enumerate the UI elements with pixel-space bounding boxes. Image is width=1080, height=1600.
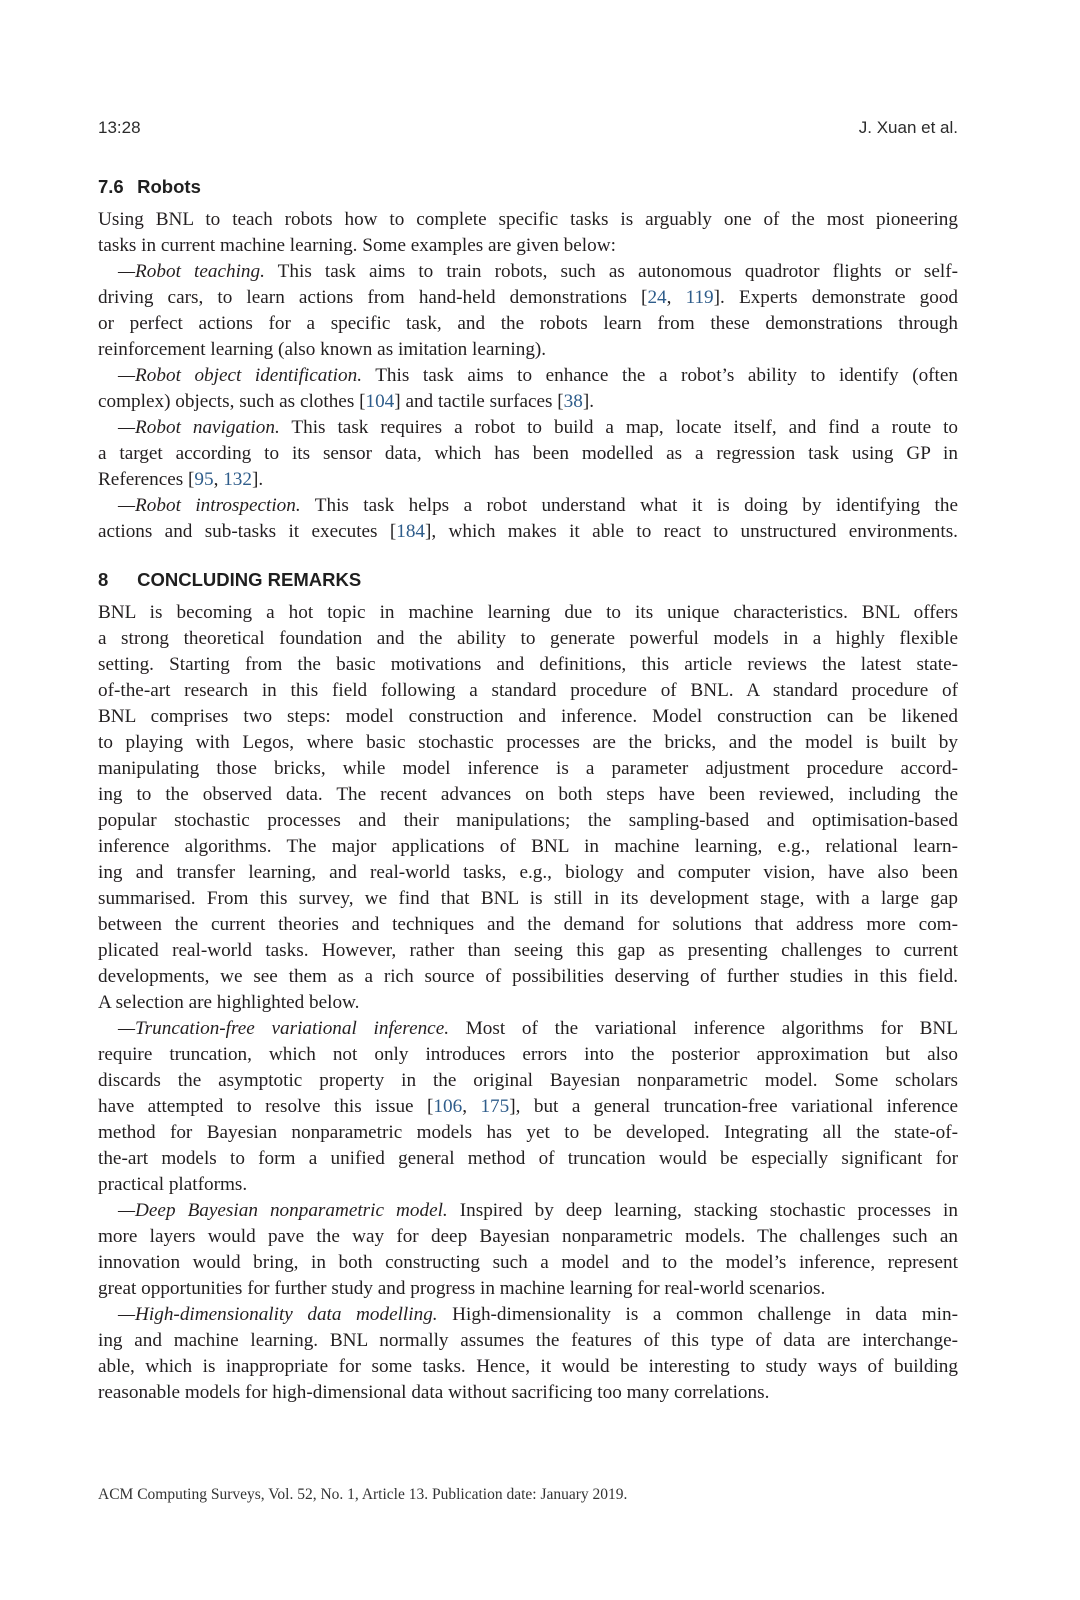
paragraph-line: ing and machine learning. BNL normally assumes the features of this type of data are interchange- <box>98 1330 958 1351</box>
citation-link[interactable]: 184 <box>396 521 426 542</box>
citation-link[interactable]: 175 <box>480 1096 510 1117</box>
paragraph-line: between the current theories and techniques and the demand for solutions that address more com- <box>98 914 958 935</box>
paragraph-line: reinforcement learning (also known as imitation learning). <box>98 339 547 360</box>
paragraph-line: more layers would pave the way for deep Bayesian nonparametric models. The challenges such an <box>98 1226 958 1247</box>
paragraph-line: setting. Starting from the basic motivations and definitions, this article reviews the latest state- <box>98 654 958 675</box>
citation-link[interactable]: 132 <box>223 469 252 490</box>
paragraph-line: tasks in current machine learning. Some examples are given below: <box>98 235 616 256</box>
section-heading-concluding-remarks <box>98 569 361 591</box>
paragraph-line: plicated real-world tasks. However, rather than seeing this gap as presenting challenges to current <box>98 940 958 961</box>
paragraph-line: complex) objects, such as clothes [104] and tactile surfaces [38]. <box>98 391 595 412</box>
section-concluding-body <box>98 600 958 1406</box>
item-term: —Truncation-free variational inference. <box>118 1018 450 1039</box>
item-term: —Robot teaching. <box>118 261 265 282</box>
paragraph-line: manipulating those bricks, while model inference is a parameter adjustment procedure accord- <box>98 758 958 779</box>
running-header <box>98 118 958 142</box>
list-item-deep-bayesian: —Deep Bayesian nonparametric model. Inspired by deep learning, stacking stochastic processes in <box>118 1200 958 1221</box>
citation-link[interactable]: 95 <box>194 469 214 490</box>
paragraph-line: innovation would bring, in both constructing such a model and to the model’s inference, represent <box>98 1252 958 1273</box>
paragraph-line: a target according to its sensor data, which has been modelled as a regression task using GP in <box>98 443 958 464</box>
paragraph-line: BNL comprises two steps: model construction and inference. Model construction can be likened <box>98 706 958 727</box>
section-heading-robots <box>98 176 201 198</box>
paragraph-line: driving cars, to learn actions from hand-held demonstrations [24, 119]. Experts demonstrate good <box>98 287 959 308</box>
paragraph-line: practical platforms. <box>98 1174 248 1195</box>
item-term: —Deep Bayesian nonparametric model. <box>118 1200 448 1221</box>
paragraph-line: discards the asymptotic property in the original Bayesian nonparametric model. Some scholars <box>98 1070 958 1091</box>
list-item-robot-object-identification: —Robot object identification. This task aims to enhance the a robot’s ability to identify (often <box>118 365 959 386</box>
paragraph-line: require truncation, which not only introduces errors into the posterior approximation but also <box>98 1044 958 1065</box>
paragraph-line: BNL is becoming a hot topic in machine learning due to its unique characteristics. BNL offers <box>98 602 958 623</box>
citation-link[interactable]: 104 <box>365 391 395 412</box>
running-authors: J. Xuan et al. <box>858 118 958 137</box>
list-item-robot-teaching: —Robot teaching. This task aims to train robots, such as autonomous quadrotor flights or self- <box>118 261 958 282</box>
item-term: —High-dimensionality data modelling. <box>118 1304 438 1325</box>
section-title: Robots <box>137 176 201 197</box>
paragraph-line: ing and transfer learning, and real-world tasks, e.g., biology and computer vision, have also been <box>98 862 958 883</box>
list-item-truncation-free: —Truncation-free variational inference. Most of the variational inference algorithms for BNL <box>118 1018 958 1039</box>
paragraph-line: great opportunities for further study and progress in machine learning for real-world scenarios. <box>98 1278 826 1299</box>
paragraph-line: summarised. From this survey, we find that BNL is still in its development stage, with a large gap <box>98 888 958 909</box>
paragraph-line: reasonable models for high-dimensional data without sacrificing too many correlations. <box>98 1382 770 1403</box>
section-number: 8 <box>98 569 109 590</box>
paragraph-line: actions and sub-tasks it executes [184], which makes it able to react to unstructured environments. <box>98 521 958 542</box>
citation-link[interactable]: 24 <box>647 287 667 308</box>
paragraph-line: References [95, 132]. <box>98 469 264 490</box>
list-item-robot-introspection: —Robot introspection. This task helps a robot understand what it is doing by identifying the <box>118 495 958 516</box>
citation-link[interactable]: 38 <box>563 391 583 412</box>
paragraph-line: able, which is inappropriate for some tasks. Hence, it would be interesting to study ways of building <box>98 1356 958 1377</box>
item-term: —Robot object identification. <box>118 365 362 386</box>
paragraph-line: the-art models to form a unified general method of truncation would be especially significant for <box>98 1148 958 1169</box>
paragraph-line: A selection are highlighted below. <box>98 992 360 1013</box>
paragraph-line: a strong theoretical foundation and the ability to generate powerful models in a highly flexible <box>98 628 958 649</box>
paragraph-line: to playing with Legos, where basic stochastic processes are the bricks, and the model is built by <box>98 732 958 753</box>
item-term: —Robot navigation. <box>118 417 280 438</box>
paragraph-line: ing to the observed data. The recent advances on both steps have been reviewed, including the <box>98 784 958 805</box>
list-item-high-dimensionality: —High-dimensionality data modelling. High-dimensionality is a common challenge in data min- <box>118 1304 958 1325</box>
section-robots-body <box>98 207 958 545</box>
paragraph-line: inference algorithms. The major applications of BNL in machine learning, e.g., relational learn- <box>98 836 958 857</box>
paragraph-line: or perfect actions for a specific task, and the robots learn from these demonstrations through <box>98 313 958 334</box>
list-item-robot-navigation: —Robot navigation. This task requires a robot to build a map, locate itself, and find a route to <box>118 417 959 438</box>
paragraph-line: of-the-art research in this field following a standard procedure of BNL. A standard procedure of <box>98 680 958 701</box>
journal-footer: ACM Computing Surveys, Vol. 52, No. 1, Article 13. Publication date: January 2019. <box>98 1486 628 1503</box>
paragraph-line: have attempted to resolve this issue [106, 175], but a general truncation-free variational inference <box>98 1096 958 1117</box>
page-label: 13:28 <box>98 118 141 137</box>
section-number: 7.6 <box>98 176 124 197</box>
citation-link[interactable]: 106 <box>433 1096 463 1117</box>
citation-link[interactable]: 119 <box>685 287 714 308</box>
paragraph-line: developments, we see them as a rich source of possibilities deserving of further studies in this field. <box>98 966 958 987</box>
paragraph-line: method for Bayesian nonparametric models has yet to be developed. Integrating all the state-of- <box>98 1122 958 1143</box>
item-term: —Robot introspection. <box>118 495 301 516</box>
paragraph-line: popular stochastic processes and their manipulations; the sampling-based and optimisation-based <box>98 810 958 831</box>
paragraph-line: Using BNL to teach robots how to complete specific tasks is arguably one of the most pioneering <box>98 209 958 230</box>
section-title: CONCLUDING REMARKS <box>137 569 362 590</box>
